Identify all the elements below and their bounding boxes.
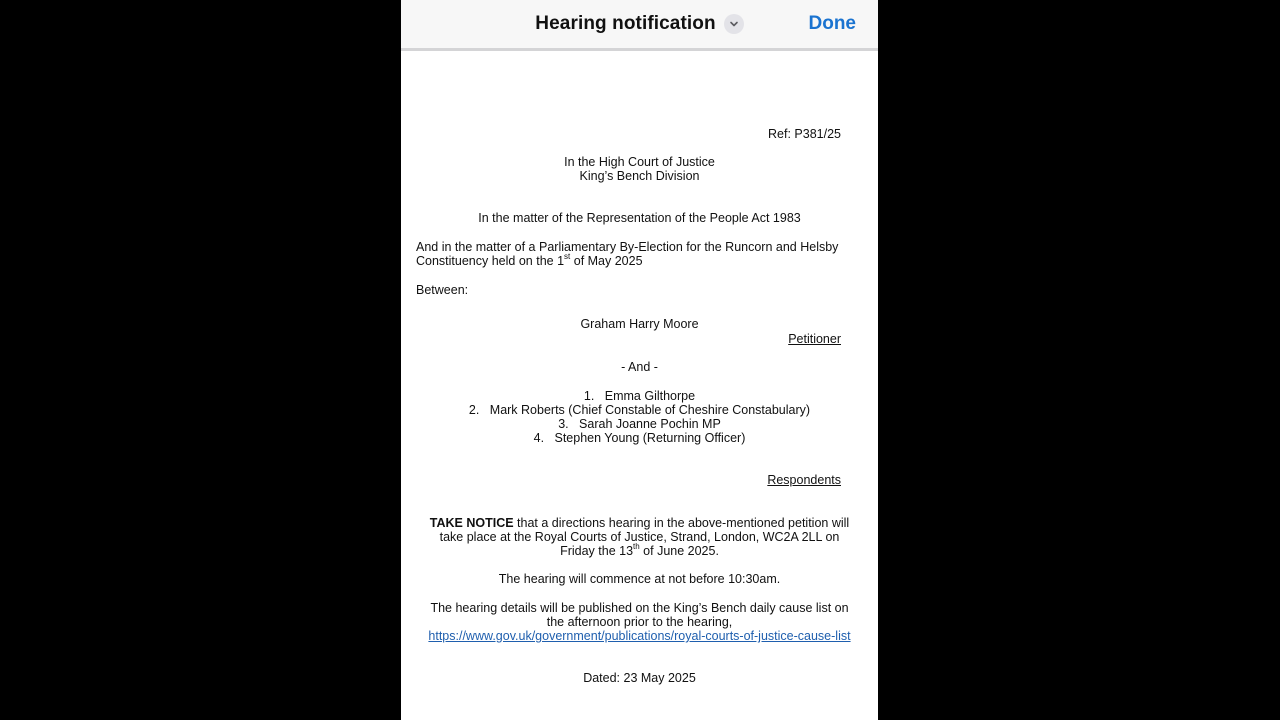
list-item	[401, 417, 878, 431]
navigation-bar	[401, 0, 878, 51]
take-notice-paragraph	[401, 516, 878, 558]
matter-by-election-line1: And in the matter of a Parliamentary By-Election for the Runcorn and Helsby	[416, 240, 839, 254]
title-menu-button[interactable]	[724, 14, 744, 34]
notice-date-suffix: of June 2025.	[639, 544, 719, 558]
details-line1: The hearing details will be published on the King’s Bench daily cause list on	[430, 601, 849, 615]
notice-line1	[401, 516, 878, 530]
list-number: 4.	[533, 431, 545, 445]
respondents-label: Respondents	[767, 473, 841, 487]
matter-date-ordinal: st	[564, 251, 571, 261]
hearing-details-paragraph	[401, 601, 878, 643]
list-number: 2.	[468, 403, 480, 417]
list-number: 1.	[583, 389, 595, 403]
list-number: 3.	[558, 417, 569, 431]
matter-act: In the matter of the Representation of the People Act 1983	[478, 211, 801, 225]
petitioner-label: Petitioner	[788, 332, 841, 346]
matter-date-suffix: of May 2025	[570, 254, 643, 268]
respondent-name: Stephen Young (Returning Officer)	[554, 431, 746, 445]
done-button[interactable]: Done	[808, 13, 856, 34]
cause-list-link[interactable]: https://www.gov.uk/government/publications/royal-courts-of-justice-cause-list	[428, 629, 851, 643]
respondent-name: Sarah Joanne Pochin MP	[579, 417, 721, 431]
matter-by-election-line2	[416, 251, 856, 268]
matter-by-election	[416, 240, 856, 268]
dated-line: Dated: 23 May 2025	[583, 671, 696, 685]
notice-date-prefix: Friday the 13	[560, 544, 634, 558]
court-division: King’s Bench Division	[579, 169, 700, 183]
notice-bold: TAKE NOTICE	[429, 516, 514, 530]
petitioner-name: Graham Harry Moore	[580, 317, 699, 331]
court-heading	[401, 155, 878, 183]
list-item	[401, 431, 878, 445]
commence-time: The hearing will commence at not before 10:30am.	[498, 572, 781, 586]
title-group	[401, 0, 878, 48]
page-title: Hearing notification	[535, 13, 716, 34]
chevron-down-icon	[729, 19, 739, 29]
notice-text: that a directions hearing in the above-mentioned petition will	[513, 516, 850, 530]
list-item	[401, 403, 878, 417]
court-name: In the High Court of Justice	[564, 155, 715, 169]
details-line2: the afternoon prior to the hearing,	[546, 615, 733, 629]
document-viewer	[401, 0, 878, 720]
notice-date-ordinal: th	[633, 541, 640, 551]
respondent-name: Mark Roberts (Chief Constable of Cheshire Constabulary)	[489, 403, 811, 417]
notice-line3	[401, 541, 878, 558]
list-item	[401, 389, 878, 403]
document-page	[401, 51, 878, 720]
between-label: Between:	[416, 283, 469, 297]
and-separator: - And -	[621, 360, 658, 374]
notice-line2: take place at the Royal Courts of Justice, Strand, London, WC2A 2LL on	[439, 530, 840, 544]
respondent-name: Emma Gilthorpe	[604, 389, 696, 403]
respondents-list	[401, 389, 878, 445]
matter-date-prefix: Constituency held on the 1	[416, 254, 565, 268]
reference-number: Ref: P381/25	[768, 127, 841, 141]
